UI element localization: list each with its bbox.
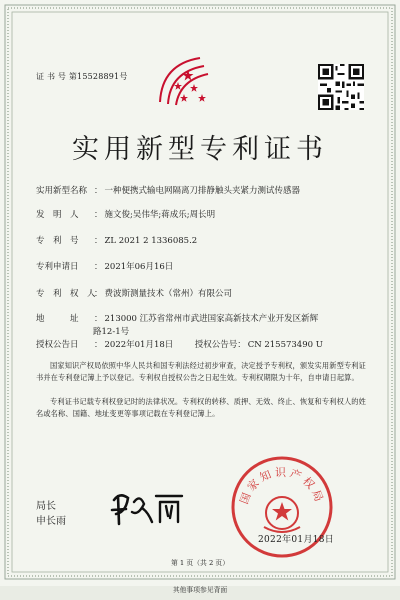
page-number: 第 1 页（共 2 页） <box>170 559 230 567</box>
notice-paragraph-2: 专利证书记载专利权登记时的法律状况。专利权的转移、质押、无效、终止、恢复和专利权人的姓名或名称、国籍、地址变更等事项记载在专利登记簿上。 <box>36 397 366 418</box>
signatory-name: 申长雨 <box>36 516 66 527</box>
field-label: 专 利 号 <box>36 236 79 246</box>
field-label: 实用新型名称 <box>36 186 88 196</box>
address-line-2: 路12-1号 <box>93 327 130 337</box>
svg-text:国家知识产权局: 国家知识产权局 <box>237 465 327 506</box>
field-label: 授权公告号 <box>194 340 238 350</box>
field-value: 2022年01月18日 <box>104 340 174 350</box>
certificate-number: 证 书 号 第15528891号 <box>36 72 128 81</box>
field-value: 213000 江苏省常州市武进国家高新技术产业开发区新辉 <box>104 314 319 324</box>
footer-note: 其他事项参见背面 <box>172 586 228 594</box>
seal-date: 2022年01月18日 <box>258 535 335 545</box>
patent-office-emblem <box>154 52 216 108</box>
field-label: 授权公告日 <box>36 340 79 350</box>
field-value: 费波斯测量技术（常州）有限公司 <box>104 289 233 299</box>
field-label: 专利申请日 <box>36 262 79 272</box>
field-label: 发 明 人 <box>36 210 79 220</box>
field-value: CN 215573490 U <box>247 340 323 350</box>
qr-code <box>318 64 364 110</box>
notice-paragraph-1: 国家知识产权局依照中华人民共和国专利法经过初步审查，决定授予专利权，颁发实用新型专利证书并在专利登记簿上予以登记。专利权自授权公告之日起生效。专利权期限为十年，自申请日起算。 <box>36 361 366 382</box>
field-value: 施文俊;吴伟华;蒋成乐;周长明 <box>104 210 216 220</box>
field-utility-model-name: 实用新型名称 ： 一种便携式输电网隔离刀排静触头夹紧力测试传感器 <box>36 186 301 196</box>
field-inventors: 发 明 人 ： 施文俊;吴伟华;蒋成乐;周长明 <box>36 210 216 220</box>
field-label: 专 利 权 人 <box>36 289 96 299</box>
field-application-date: 专利申请日 ： 2021年06月16日 <box>36 262 174 272</box>
field-label: 地 址 <box>36 314 79 324</box>
field-value: 2021年06月16日 <box>104 262 174 272</box>
signature-title: 局长 <box>36 501 56 512</box>
certificate-title: 实用新型专利证书 <box>72 134 328 165</box>
field-value: ZL 2021 2 1336085.2 <box>104 236 198 246</box>
field-patentee: 专 利 权 人： 费波斯测量技术（常州）有限公司 <box>36 289 233 299</box>
field-grant-date: 授权公告日 ： 2022年01月18日 授权公告号： CN 215573490 U <box>36 340 323 350</box>
handwritten-signature <box>108 482 188 532</box>
field-address: 地 址 ： 213000 江苏省常州市武进国家高新技术产业开发区新辉 <box>36 314 319 324</box>
field-patent-number: 专 利 号 ： ZL 2021 2 1336085.2 <box>36 236 198 246</box>
field-value: 一种便携式输电网隔离刀排静触头夹紧力测试传感器 <box>104 186 301 196</box>
